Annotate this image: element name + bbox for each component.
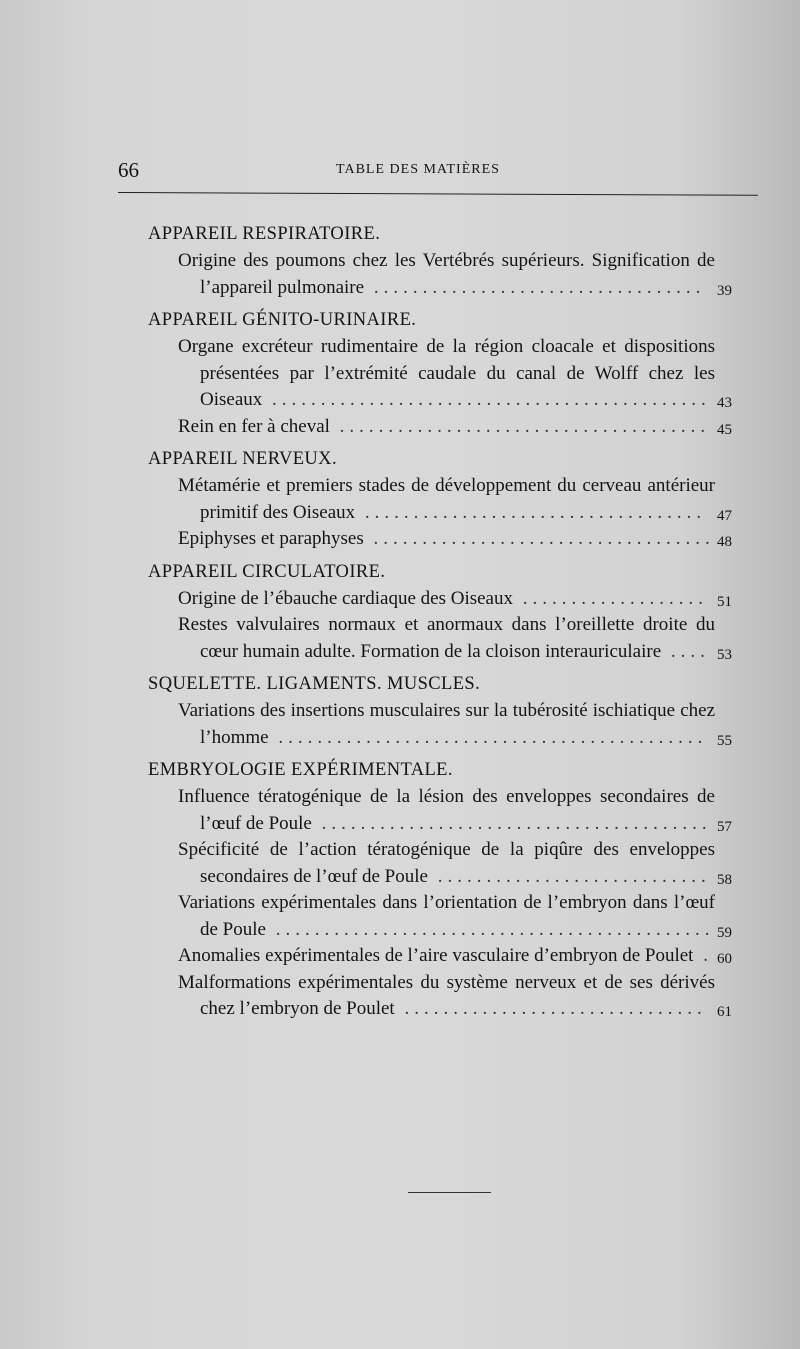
- entry-page-number: 58: [717, 871, 732, 888]
- page-header: [118, 158, 758, 186]
- entry-text: Variations des insertions musculaires sur la tubérosité ischiatique chez l’homme: [178, 700, 715, 748]
- entry-text: Epiphyses et paraphyses: [178, 528, 364, 549]
- leader-dots: .............................................: [265, 918, 715, 940]
- leader-dots: .............................................: [262, 389, 711, 410]
- entry-text: Influence tératogénique de la lésion des enveloppes secondaires de l’œuf de Poule: [178, 786, 715, 834]
- toc-entry[interactable]: [178, 698, 763, 751]
- entry-page-number: 45: [717, 421, 732, 438]
- entry-text: Anomalies expérimentales de l’aire vasculaire d’embryon de Poulet: [178, 945, 694, 966]
- header-rule: [118, 192, 758, 196]
- entry-text: Origine de l’ébauche cardiaque des Oiseaux: [178, 587, 513, 609]
- toc-entry[interactable]: [178, 943, 763, 970]
- entry-page-number: 43: [717, 395, 732, 411]
- entry-text: Restes valvulaires normaux et anormaux dans l’oreillette droite du cœur humain adulte. Formation de la cloison interauriculaire: [178, 614, 715, 662]
- leader-dots: ...............................: [394, 998, 707, 1019]
- leader-dots: ......................................: [329, 415, 711, 437]
- toc-entry[interactable]: [178, 248, 763, 301]
- entry-page-number: 39: [717, 282, 732, 299]
- section-title: SQUELETTE. LIGAMENTS. MUSCLES.: [148, 674, 481, 694]
- entry-page-number: 57: [717, 818, 732, 835]
- leader-dots: .: [693, 945, 713, 966]
- toc-entry[interactable]: [178, 526, 763, 553]
- entry-page-number: 47: [717, 507, 732, 524]
- toc-entry[interactable]: [178, 890, 763, 943]
- section-title: APPAREIL RESPIRATOIRE.: [148, 224, 381, 244]
- table-of-contents: [148, 220, 763, 1023]
- section-title: APPAREIL NERVEUX.: [148, 449, 337, 469]
- page-number: 66: [118, 158, 139, 182]
- toc-entry[interactable]: [178, 970, 763, 1023]
- entry-text: Organe excréteur rudimentaire de la région cloacale et dispositions présentées par l’extrémité caudale du canal de Wolff chez les Oiseaux: [178, 336, 715, 410]
- leader-dots: ..................................: [364, 276, 706, 298]
- end-rule: [408, 1192, 491, 1193]
- leader-dots: ............................................: [268, 726, 708, 748]
- toc-entry[interactable]: [178, 586, 763, 613]
- entry-text: Rein en fer à cheval: [178, 415, 330, 437]
- leader-dots: ........................................: [311, 812, 712, 834]
- entry-page-number: 48: [717, 534, 732, 550]
- entry-page-number: 59: [717, 924, 732, 941]
- toc-entry[interactable]: [178, 334, 763, 414]
- leader-dots: ....: [661, 640, 710, 662]
- entry-page-number: 55: [717, 732, 732, 749]
- toc-entry[interactable]: [178, 612, 763, 665]
- entry-text: Variations expérimentales dans l’orientation de l’embryon dans l’œuf de Poule: [178, 892, 715, 940]
- section-title: APPAREIL GÉNITO-URINAIRE.: [148, 310, 417, 330]
- entry-text: Malformations expérimentales du système nerveux et de ses dérivés chez l’embryon de Poulet: [178, 971, 715, 1019]
- toc-entry[interactable]: [178, 414, 763, 441]
- toc-entry[interactable]: [178, 784, 763, 837]
- running-title: TABLE DES MATIÈRES: [336, 162, 500, 177]
- leader-dots: ...................................: [363, 528, 715, 549]
- entry-page-number: 53: [717, 646, 732, 663]
- toc-entry[interactable]: [178, 837, 763, 890]
- entry-page-number: 51: [717, 593, 732, 610]
- entry-page-number: 60: [717, 951, 732, 967]
- leader-dots: ...................................: [355, 501, 707, 523]
- entry-text: Spécificité de l’action tératogénique de la piqûre des enveloppes secondaires de l’œuf de Poule: [178, 839, 715, 887]
- section-title: APPAREIL CIRCULATOIRE.: [148, 561, 386, 582]
- toc-entry[interactable]: [178, 473, 763, 526]
- section-title: EMBRYOLOGIE EXPÉRIMENTALE.: [148, 760, 453, 780]
- entry-text: Métamérie et premiers stades de développement du cerveau antérieur primitif des Oiseaux: [178, 475, 715, 523]
- entry-text: Origine des poumons chez les Vertébrés supérieurs. Signification de l’appareil pulmonaire: [178, 250, 715, 298]
- leader-dots: ............................: [427, 865, 711, 887]
- leader-dots: ...................: [513, 587, 708, 609]
- entry-page-number: 61: [717, 1004, 732, 1020]
